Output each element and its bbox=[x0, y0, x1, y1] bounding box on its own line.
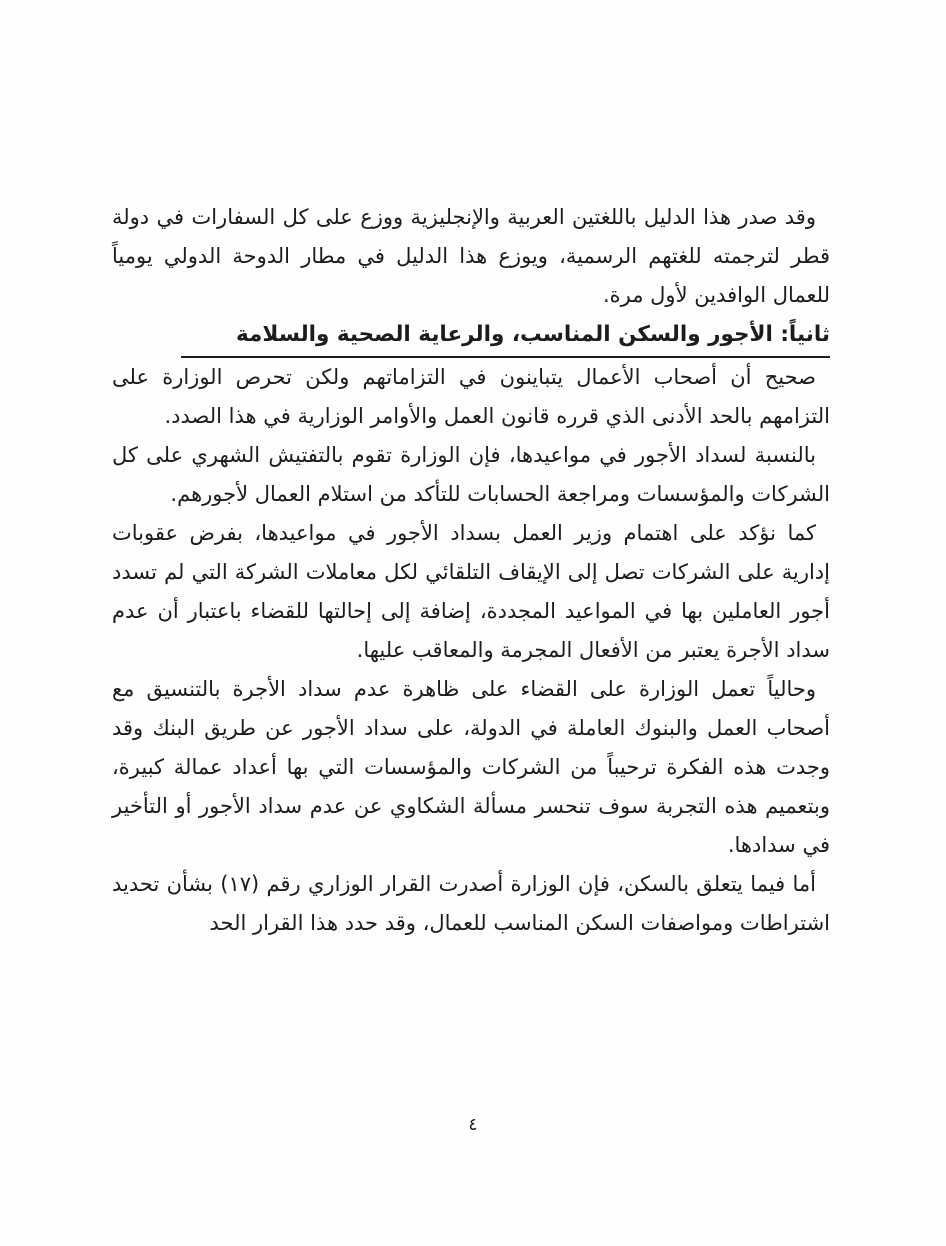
page-number: ٤ bbox=[468, 1115, 478, 1135]
paragraph-housing-decree: أما فيما يتعلق بالسكن، فإن الوزارة أصدرت القرار الوزاري رقم (١٧) بشأن تحديد اشتراطات ومواصفات السكن المناسب للعمال، وقد حدد هذا القرار الحد bbox=[112, 872, 830, 935]
page-body bbox=[112, 198, 830, 943]
paragraph-wage-inspection: بالنسبة لسداد الأجور في مواعيدها، فإن الوزارة تقوم بالتفتيش الشهري على كل الشركات والمؤسسات ومراجعة الحسابات للتأكد من استلام العمال لأجورهم. bbox=[112, 443, 830, 506]
paragraph-minister-penalties: كما نؤكد على اهتمام وزير العمل بسداد الأجور في مواعيدها، بفرض عقوبات إدارية على الشركات تصل إلى الإيقاف التلقائي لكل معاملات الشركة التي لم تسدد أجور العاملين بها في المواعيد المجددة، إضافة إلى إحالتها للقضاء باعتبار أن عدم سداد الأجرة يعتبر من الأفعال المجرمة والمعاقب عليها. bbox=[112, 521, 830, 662]
paragraph-bank-payment: وحالياً تعمل الوزارة على القضاء على ظاهرة عدم سداد الأجرة بالتنسيق مع أصحاب العمل والبنوك العاملة في الدولة، على سداد الأجور عن طريق البنك وقد وجدت هذه الفكرة ترحيباً من الشركات والمؤسسات التي بها أعداد عمالة كبيرة، وبتعميم هذه التجربة سوف تنحسر مسألة الشكاوي عن عدم سداد الأجور أو التأخير في سدادها. bbox=[112, 677, 830, 857]
paragraph-employer-commitment: صحيح أن أصحاب الأعمال يتباينون في التزاماتهم ولكن تحرص الوزارة على التزامهم بالحد الأدنى الذي قرره قانون العمل والأوامر الوزارية في هذا الصدد. bbox=[112, 365, 830, 428]
paragraph-guide-distribution: وقد صدر هذا الدليل باللغتين العربية والإنجليزية ووزع على كل السفارات في دولة قطر لترجمته للغتهم الرسمية، ويوزع هذا الدليل في مطار الدوحة الدولي يومياً للعمال الوافدين لأول مرة. bbox=[112, 205, 830, 307]
section-heading bbox=[112, 315, 830, 358]
section-heading-text: ثانياً: الأجور والسكن المناسب، والرعاية الصحية والسلامة bbox=[181, 315, 830, 358]
